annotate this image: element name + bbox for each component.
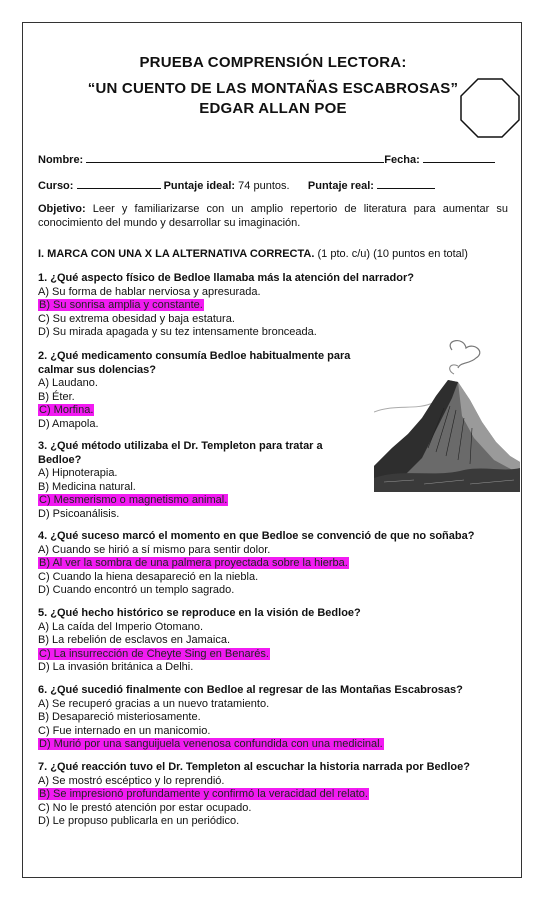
question-7-option-a[interactable]: A) Se mostró escéptico y lo reprendió. xyxy=(38,774,225,787)
question-6-text: 6. ¿Qué sucedió finalmente con Bedloe al regresar de las Montañas Escabrosas? xyxy=(38,684,463,696)
question-3-option-d[interactable]: D) Psicoanálisis. xyxy=(38,507,120,520)
question-4-option-c[interactable]: C) Cuando la hiena desapareció en la niebla. xyxy=(38,570,259,583)
question-4-option-d[interactable]: D) Cuando encontró un templo sagrado. xyxy=(38,584,235,596)
question-2-option-d[interactable]: D) Amapola. xyxy=(38,417,99,430)
question-2-option-c[interactable]: C) Morfina. xyxy=(39,404,94,416)
objetivo-text: Leer y familiarizarse con un amplio repertorio de literatura para aumentar su conocimiento del mundo y desarrollar su imaginación. xyxy=(38,203,508,229)
nombre-field[interactable] xyxy=(86,152,384,163)
question-2 xyxy=(38,350,350,431)
question-7-option-d[interactable]: D) Le propuso publicarla en un periódico. xyxy=(38,815,240,827)
question-4-option-b[interactable]: B) Al ver la sombra de una palmera proyectada sobre la hierba. xyxy=(39,557,348,569)
question-3-option-a[interactable]: A) Hipnoterapia. xyxy=(38,467,118,479)
mountain-illustration xyxy=(374,338,520,492)
curso-row xyxy=(38,178,435,192)
question-5-text: 5. ¿Qué hecho histórico se reproduce en la visión de Bedloe? xyxy=(38,607,361,619)
question-5-option-a[interactable]: A) La caída del Imperio Otomano. xyxy=(38,620,204,633)
question-3-option-b[interactable]: B) Medicina natural. xyxy=(38,480,136,493)
question-1-option-c[interactable]: C) Su extrema obesidad y baja estatura. xyxy=(38,312,235,325)
question-3-option-c[interactable]: C) Mesmerismo o magnetismo animal. xyxy=(39,494,228,506)
question-7-text: 7. ¿Qué reacción tuvo el Dr. Templeton al escuchar la historia narrada por Bedloe? xyxy=(38,761,470,773)
question-4-text: 4. ¿Qué suceso marcó el momento en que Bedloe se convenció de que no soñaba? xyxy=(38,530,475,542)
question-5-option-b[interactable]: B) La rebelión de esclavos en Jamaica. xyxy=(38,634,230,646)
question-7-option-b[interactable]: B) Se impresionó profundamente y confirmó la veracidad del relato. xyxy=(39,788,368,800)
curso-field[interactable] xyxy=(77,178,161,189)
title-line-3: EDGAR ALLAN POE xyxy=(199,100,347,117)
section-title: I. MARCA CON UNA X LA ALTERNATIVA CORRECTA. xyxy=(38,248,315,260)
question-2-option-b[interactable]: B) Éter. xyxy=(38,390,75,403)
puntaje-real-label: Puntaje real: xyxy=(307,180,374,192)
question-7 xyxy=(38,761,470,829)
objetivo xyxy=(38,202,508,230)
question-3-text-line1: 3. ¿Qué método utilizaba el Dr. Templeton para tratar a xyxy=(38,440,323,452)
question-1-option-d[interactable]: D) Su mirada apagada y su tez intensamente bronceada. xyxy=(38,326,317,338)
question-3 xyxy=(38,440,323,521)
question-1-option-b[interactable]: B) Su sonrisa amplia y constante. xyxy=(39,299,203,311)
question-5-option-d[interactable]: D) La invasión británica a Delhi. xyxy=(38,661,194,673)
section-note: (1 pto. c/u) (10 puntos en total) xyxy=(317,248,468,260)
question-1 xyxy=(38,272,414,340)
question-6-option-b[interactable]: B) Desapareció misteriosamente. xyxy=(38,711,201,723)
question-6-option-c[interactable]: C) Fue internado en un manicomio. xyxy=(38,724,211,737)
puntaje-real-field[interactable] xyxy=(377,178,435,189)
question-6-option-d[interactable]: D) Murió por una sanguijuela venenosa confundida con una medicinal. xyxy=(39,738,383,750)
question-7-option-c[interactable]: C) No le prestó atención por estar ocupado. xyxy=(38,801,252,814)
question-1-option-a[interactable]: A) Su forma de hablar nerviosa y apresurada. xyxy=(38,285,261,298)
question-2-option-a[interactable]: A) Laudano. xyxy=(38,377,98,389)
question-4-option-a[interactable]: A) Cuando se hirió a sí mismo para sentir dolor. xyxy=(38,543,271,556)
title-line-2: “UN CUENTO DE LAS MONTAÑAS ESCABROSAS” xyxy=(87,80,459,97)
nombre-label: Nombre: xyxy=(38,154,84,166)
fecha-label: Fecha: xyxy=(384,154,420,166)
fecha-field[interactable] xyxy=(423,152,495,163)
score-octagon xyxy=(460,78,520,138)
question-2-text-line2: calmar sus dolencias? xyxy=(38,363,156,376)
objetivo-label: Objetivo: xyxy=(38,203,86,215)
question-1-text: 1. ¿Qué aspecto físico de Bedloe llamaba más la atención del narrador? xyxy=(38,272,414,284)
puntaje-ideal-label: Puntaje ideal: xyxy=(163,180,236,192)
question-3-text-line2: Bedloe? xyxy=(38,453,82,466)
puntaje-ideal-value: 74 puntos. xyxy=(238,180,290,192)
section-heading xyxy=(38,248,468,260)
question-6 xyxy=(38,684,463,752)
question-2-text-line1: 2. ¿Qué medicamento consumía Bedloe habitualmente para xyxy=(38,350,351,362)
question-5-option-c[interactable]: C) La insurrección de Cheyte Sing en Benarés. xyxy=(39,647,269,660)
question-5 xyxy=(38,607,361,675)
curso-label: Curso: xyxy=(38,180,74,192)
nombre-row xyxy=(38,152,495,166)
question-6-option-a[interactable]: A) Se recuperó gracias a un nuevo tratamiento. xyxy=(38,697,270,710)
title-line-1: PRUEBA COMPRENSIÓN LECTORA: xyxy=(139,54,407,71)
question-4 xyxy=(38,530,474,598)
